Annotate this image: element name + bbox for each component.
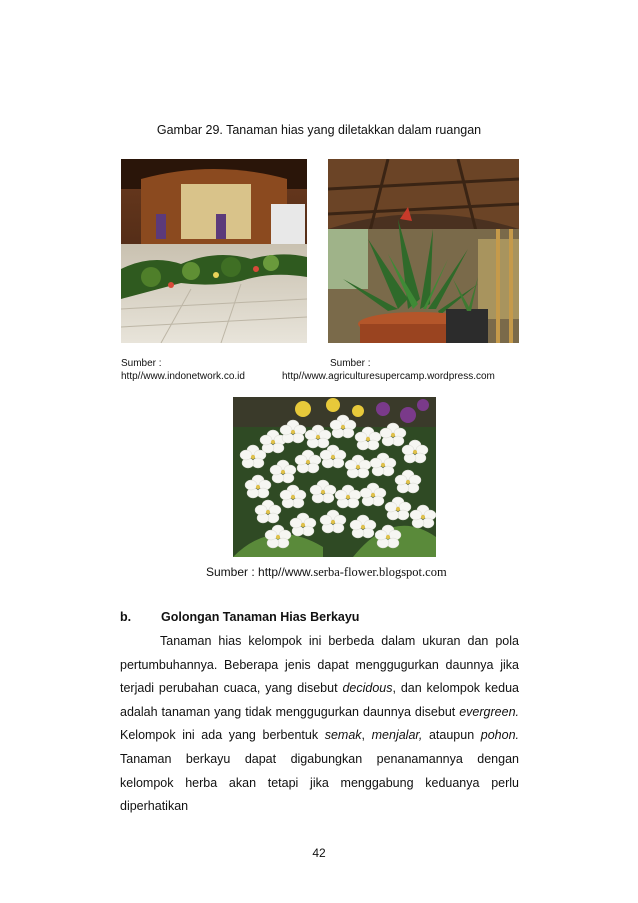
photo-potted-plants xyxy=(328,159,519,343)
para-text-5: ataupun xyxy=(422,728,481,743)
photo-stage-plants xyxy=(121,159,307,343)
photo-white-orchids xyxy=(233,397,436,557)
photo-stage-image xyxy=(121,159,307,343)
source-3 xyxy=(206,565,447,580)
source-1-label: Sumber : xyxy=(121,358,162,369)
photo-pots-image xyxy=(328,159,519,343)
term-decidous: decidous xyxy=(342,681,393,696)
body-paragraph xyxy=(120,630,519,819)
para-text-6: Tanaman berkayu dapat digabungkan penanamannya dengan kelompok herba akan tetapi jika menggabung keduanya perlu diperhatikan xyxy=(120,751,519,814)
figure-caption: Gambar 29. Tanaman hias yang diletakkan dalam ruangan xyxy=(156,123,482,137)
source-1-url: http//www.indonetwork.co.id xyxy=(121,371,245,382)
page-number: 42 xyxy=(312,846,326,860)
source-1 xyxy=(121,357,245,383)
para-text-3: Kelompok ini ada yang berbentuk xyxy=(120,728,325,743)
term-semak: semak xyxy=(324,728,362,743)
para-text-2: , dan kelompok kedua adalah tanaman yang tidak menggugurkan daunnya disebut xyxy=(120,681,519,719)
term-evergreen: evergreen. xyxy=(459,704,519,719)
term-pohon: pohon. xyxy=(480,728,519,743)
section-number: b. xyxy=(120,610,132,624)
section-title: Golongan Tanaman Hias Berkayu xyxy=(161,610,360,624)
source-2-url: http//www.agriculturesupercamp.wordpress.com xyxy=(282,371,495,382)
source-2-label: Sumber : xyxy=(330,358,371,369)
source-3-domain: serba-flower.blogspot.com xyxy=(313,565,447,579)
para-text-1: Tanaman hias kelompok ini berbeda dalam ukuran dan pola pertumbuhannya. Beberapa jenis dapat menggugurkan daunnya jika terjadi perubahan cuaca, yang disebut xyxy=(120,634,519,696)
source-3-prefix: Sumber : http//www. xyxy=(206,565,314,579)
term-menjalar: menjalar, xyxy=(371,728,423,743)
para-text-4: , xyxy=(361,728,372,743)
section-heading xyxy=(120,610,359,624)
photo-orchids-image xyxy=(233,397,436,557)
